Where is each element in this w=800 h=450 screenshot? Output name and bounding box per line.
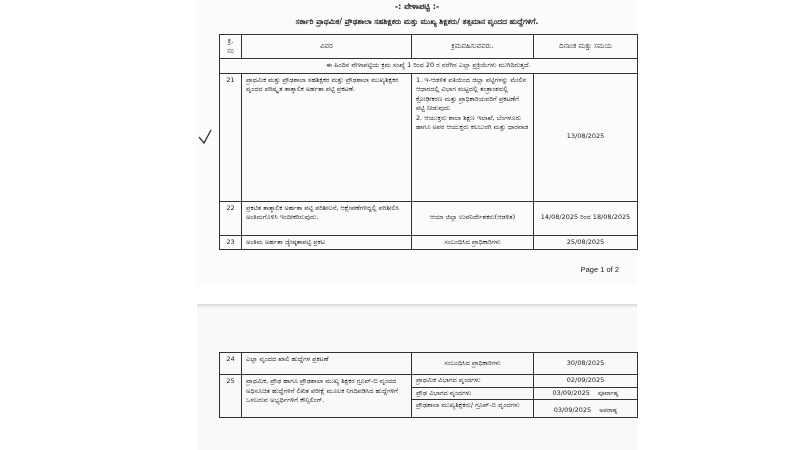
page-number: Page 1 of 2 — [580, 265, 619, 274]
table-row — [220, 353, 638, 375]
table-header-row — [220, 35, 638, 59]
row-number: 23 — [220, 235, 242, 250]
row-date: 25/08/2025 — [534, 235, 638, 250]
action-primary: ಪ್ರಾಥಮಿಕ ವಿಭಾಗದ ವೃಂದಗಳು — [412, 375, 533, 388]
date-value: 02/09/2025 — [566, 376, 605, 384]
row-details: ಪ್ರಾಥಮಿಕ ಮತ್ತು ಪ್ರೌಢಶಾಲಾ ಸಹಶಿಕ್ಷಕರ ಮತ್ತು ಪ್ರೌಢಶಾಲಾ ಮುಖ್ಯಶಿಕ್ಷಕರ ವೃಂದದ ಪರಿಷ್ಕೃತ ತಾತ್ಕಾಲಿಕ ಅರ್ಹತಾ ಪಟ್ಟಿ ಪ್ರಕಟಣೆ. — [242, 73, 412, 201]
row-number: 21 — [220, 73, 242, 201]
date-value: 03/09/2025 — [553, 406, 592, 414]
date-entry — [534, 388, 637, 401]
header-details: ವಿವರ — [242, 35, 412, 59]
date-session: ಪೂರ್ವಾಹ್ನ — [598, 389, 619, 397]
date-value: 03/09/2025 — [552, 388, 590, 397]
document-page-1 — [197, 0, 637, 285]
row-details: ಅಂತಿಮ ಅರ್ಹತಾ ಜ್ಯೇಷ್ಠತಾಪಟ್ಟಿ ಪ್ರಕಟ — [242, 235, 412, 250]
row-number: 25 — [220, 375, 242, 418]
schedule-table-continued — [219, 352, 638, 418]
table-row — [220, 73, 638, 201]
table-row — [220, 375, 638, 418]
row-action: ಆಯಾ ಜಿಲ್ಲಾ ಉಪನಿರ್ದೇಶಕರು(ಆಡಳಿತ) — [412, 201, 534, 235]
row-number: 22 — [220, 201, 242, 235]
date-session: ಅಪರಾಹ್ನ — [599, 407, 618, 414]
page-gap — [197, 286, 637, 304]
date-entry — [534, 400, 637, 417]
row-date: 13/08/2025 — [534, 73, 638, 201]
row-actions — [412, 375, 534, 418]
schedule-table — [219, 34, 638, 250]
action-step-2: 2. ಆಯುಕ್ತರು ಶಾಲಾ ಶಿಕ್ಷಣ ಇಲಾಖೆ, ಬೆಂಗಳೂರು ಹಾಗೂ ಅಪರ ಆಯುಕ್ತರು ಕಲಬುರಗಿ ಮತ್ತು ಧಾರವಾಡ — [416, 113, 529, 131]
row-details: ಎಲ್ಲಾ ವೃಂದದ ಖಾಲಿ ಹುದ್ದೆಗಳ ಪ್ರಕಟಣೆ — [242, 353, 412, 375]
row-number: 24 — [220, 353, 242, 375]
table-row — [220, 201, 638, 235]
header-serial-no: ಕ್ರ. ಸಂ — [220, 35, 242, 59]
row-action — [412, 73, 534, 201]
header-date-time: ದಿನಾಂಕ ಮತ್ತು ಸಮಯ — [534, 35, 638, 59]
checkmark-icon — [197, 128, 213, 148]
date-entry — [534, 375, 637, 388]
merged-note: ಈ ಹಿಂದಿನ ವೇಳಾಪಟ್ಟಿಯ ಕ್ರಮ ಸಂಖ್ಯೆ 1 ರಿಂದ 20 ರ ವರೆಗಿನ ಎಲ್ಲಾ ಪ್ರಕ್ರಿಯೆಗಳು ಮುಗಿದಿರುತ್ತದೆ. — [220, 59, 638, 74]
row-date: 30/08/2025 — [534, 353, 638, 375]
header-action-by: ಕ್ರಮವಹಿಸುವವರು. — [412, 35, 534, 59]
row-date: 14/08/2025 ರಿಂದ 18/08/2025 — [534, 201, 638, 235]
page-subtitle: ಸರ್ಕಾರಿ ಪ್ರಾಥಮಿಕ/ ಪ್ರೌಢಶಾಲಾ ಸಹಶಿಕ್ಷಕರು ಮತ್ತು ಮುಖ್ಯ ಶಿಕ್ಷಕರು/ ತತ್ಸಮಾನ ವೃಂದದ ಹುದ್ದೆಗಳಿಗೆ. — [295, 17, 539, 26]
table-row — [220, 235, 638, 250]
merged-note-row — [220, 59, 638, 74]
action-headmasters: ಪ್ರೌಢಶಾಲಾ ಮುಖ್ಯಶಿಕ್ಷಕರು/ ಗ್ರೂಪ್-ಬಿ ವೃಂದಗಳು — [416, 401, 520, 409]
page-title: -: ವೇಳಾಪಟ್ಟಿ :- — [394, 2, 440, 11]
row-action: ಸಂಬಂಧಿಸಿದ ಪ್ರಾಧಿಕಾರಿಗಳು — [412, 353, 534, 375]
row-details: ಪ್ರಾಥಮಿಕ, ಪ್ರೌಢ ಹಾಗೂ ಪ್ರೌಢಶಾಲಾ ಮುಖ್ಯ ಶಿಕ್ಷಕರ ಗ್ರೂಪ್-ಬಿ ವೃಂದದ ಅಧಿಸೂಚಿತ ಹುದ್ದೆಗಳಿಗೆ ಲಿಖಿತ ಪರೀಕ್ಷೆ ಮೂಲಕ ನಿಗದಿಪಡಿಸಿದ ಹುದ್ದೆಗಳಿಗೆ ಒಳಬರುವ ಅಭ್ಯರ್ಥಿಗಳಿಗೆ ಕೌನ್ಸಿಲಿಂಗ್. — [242, 375, 412, 418]
row-details: ಪ್ರಕಟಿತ ತಾತ್ಕಾಲಿಕ ಅರ್ಹತಾ ಪಟ್ಟಿ ಪರಿಶೀಲನೆ, ಆಕ್ಷೇಪಣೆಗಳಿದ್ದಲ್ಲಿ ಪರಿಶೀಲಿಸಿ ಅಂತಿಮಗೊಳಿಸಿ ಇಂದೀಕರಿಸುವುದು. — [242, 201, 412, 235]
action-step-1: 1. ಇ-ಆಡಳಿತ ವತಿಯಿಂದ ಜಿಲ್ಲಾ ಪಟ್ಟಿಗಳನ್ನು ಮೇಲಿನ ಆಧಾರದಲ್ಲಿ ವಿಭಾಗ ಮಟ್ಟದಲ್ಲಿ ತಂತ್ರಾಂಶದಲ್ಲಿ ಕ್ರೋಢೀಕರಣ ಮತ್ತು ಪ್ರಾಧಿಕಾರಿಯವರಿಗೆ ಪ್ರಕಟಣೆಗೆ ಪಟ್ಟಿ ನೀಡುವುದು — [416, 75, 527, 112]
row-action: ಸಂಬಂಧಿಸಿದ ಪ್ರಾಧಿಕಾರಿಗಳು — [412, 235, 534, 250]
document-page-2 — [197, 304, 637, 450]
row-dates — [534, 375, 638, 418]
action-high: ಪ್ರೌಢ ವಿಭಾಗದ ವೃಂದಗಳು — [412, 388, 533, 401]
page-edge — [197, 304, 637, 308]
